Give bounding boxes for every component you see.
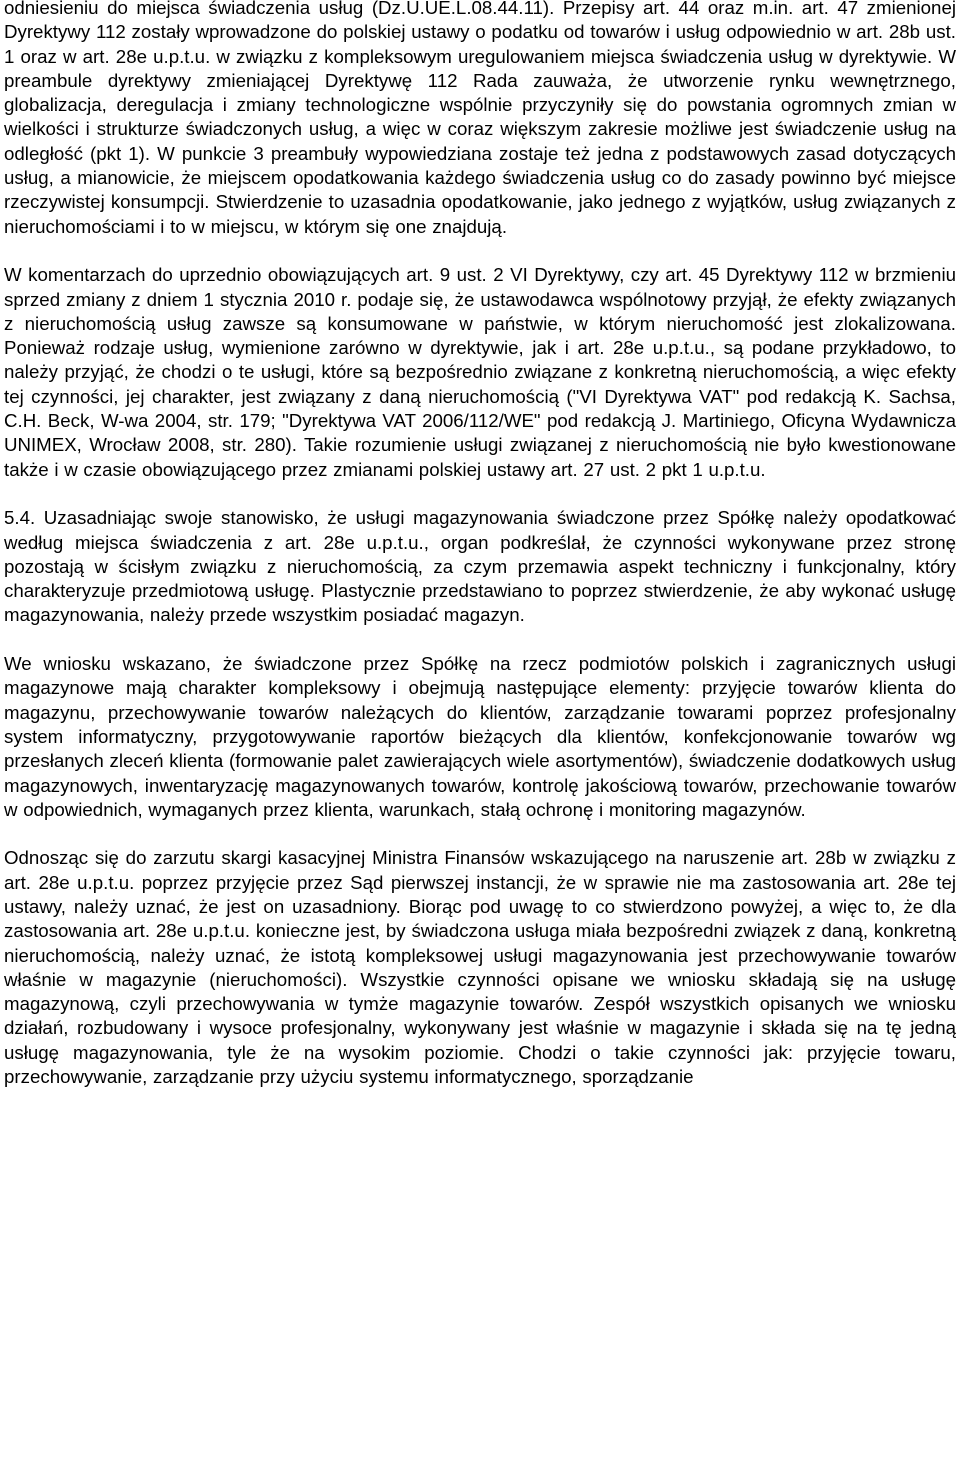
paragraph-1: odniesieniu do miejsca świadczenia usług (Dz.U.UE.L.08.44.11). Przepisy art. 44 oraz m.in. art. 47 zmienionej Dyrektywy 112 zostały wprowadzone do polskiej ustawy o podatku od towarów i usług odpowiednio w art. 28b ust. 1 oraz w art. 28e u.p.t.u. w związku z kompleksowym uregulowaniem miejsca świadczenia usług w dyrektywie. W preambule dyrektywy zmieniającej Dyrektywę 112 Rada zauważa, że utworzenie rynku wewnętrznego, globalizacja, deregulacja i zmiany technologiczne wspólnie przyczyniły się do powstania ogromnych zmian w wielkości i strukturze świadczonych usług, a więc w coraz większym zakresie możliwe jest świadczenie usług na odległość (pkt 1). W punkcie 3 preambuły wypowiedziana zostaje też jedna z podstawowych zasad dotyczących usług, a mianowicie, że miejscem opodatkowania każdego świadczenia usług co do zasady powinno być miejsce rzeczywistej konsumpcji. Stwierdzenie to uzasadnia opodatkowanie, jako jednego z wyjątków, usług związanych z nieruchomościami i to w miejscu, w którym się one znajdują. xyxy=(4,0,956,237)
paragraph-5: Odnosząc się do zarzutu skargi kasacyjnej Ministra Finansów wskazującego na naruszenie art. 28b w związku z art. 28e u.p.t.u. poprzez przyjęcie przez Sąd pierwszej instancji, że w sprawie nie ma zastosowania art. 28e tej ustawy, należy uznać, że jest on uzasadniony. Biorąc pod uwagę to co stwierdzono powyżej, a więc to, że dla zastosowania art. 28e u.p.t.u. konieczne jest, by świadczona usługa miała bezpośredni związek z daną, konkretną nieruchomością, należy uznać, że istotą kompleksowej usługi magazynowania jest przechowywanie towarów właśnie w magazynie (nieruchomości). Wszystkie czynności opisane we wniosku składają się na usługę magazynową, czyli przechowywania w tymże magazynie towarów. Zespół wszystkich opisanych we wniosku działań, rozbudowany i wysoce profesjonalny, wykonywany jest właśnie w magazynie i składa się na tę jedną usługę magazynowania, tyle że na wysokim poziomie. Chodzi o takie czynności jak: przyjęcie towaru, przechowywanie, zarządzanie przy użyciu systemu informatycznego, sporządzanie xyxy=(4,847,956,1088)
paragraph-3: 5.4. Uzasadniając swoje stanowisko, że usługi magazynowania świadczone przez Spółkę należy opodatkować według miejsca świadczenia z art. 28e u.p.t.u., organ podkreślał, że czynności wykonywane przez stronę pozostają w ścisłym związku z nieruchomością, za czym przemawia aspekt techniczny i funkcjonalny, który charakteryzuje przedmiotową usługę. Plastycznie przedstawiano to poprzez stwierdzenie, że aby wykonać usługę magazynowania, należy przede wszystkim posiadać magazyn. xyxy=(4,507,956,626)
paragraph-4: We wniosku wskazano, że świadczone przez Spółkę na rzecz podmiotów polskich i zagranicznych usługi magazynowe mają charakter kompleksowy i obejmują następujące elementy: przyjęcie towarów klienta do magazynu, przechowywanie towarów należących do klientów, zarządzanie towarami poprzez profesjonalny system informatyczny, przygotowywanie raportów bieżących dla klientów, konfekcjonowanie towarów wg przesłanych zleceń klienta (formowanie palet zawierających wiele asortymentów), świadczenie dodatkowych usług magazynowych, inwentaryzację magazynowanych towarów, kontrolę jakościową towarów, przechowanie towarów w odpowiednich, wymaganych przez klienta, warunkach, stałą ochronę i monitoring magazynów. xyxy=(4,653,956,820)
paragraph-2: W komentarzach do uprzednio obowiązujących art. 9 ust. 2 VI Dyrektywy, czy art. 45 Dyrektywy 112 w brzmieniu sprzed zmiany z dniem 1 stycznia 2010 r. podaje się, że ustawodawca wspólnotowy przyjął, że efekty związanych z nieruchomością usług zawsze są konsumowane w państwie, w którym nieruchomość jest zlokalizowana. Ponieważ rodzaje usług, wymienione zarówno w dyrektywie, jak i art. 28e u.p.t.u., są podane przykładowo, to należy przyjąć, że chodzi o te usługi, które są bezpośrednio związane z konkretną nieruchomością, a więc efekty tej czynności, jej charakter, jest związany z daną nieruchomością ("VI Dyrektywa VAT" pod redakcją K. Sachsa, C.H. Beck, W-wa 2004, str. 179; "Dyrektywa VAT 2006/112/WE" pod redakcją J. Martiniego, Oficyna Wydawnicza UNIMEX, Wrocław 2008, str. 280). Takie rozumienie usługi związanej z nieruchomością nie było kwestionowane także i w czasie obowiązującego przez zmianami polskiej ustawy art. 27 ust. 2 pkt 1 u.p.t.u. xyxy=(4,264,956,480)
